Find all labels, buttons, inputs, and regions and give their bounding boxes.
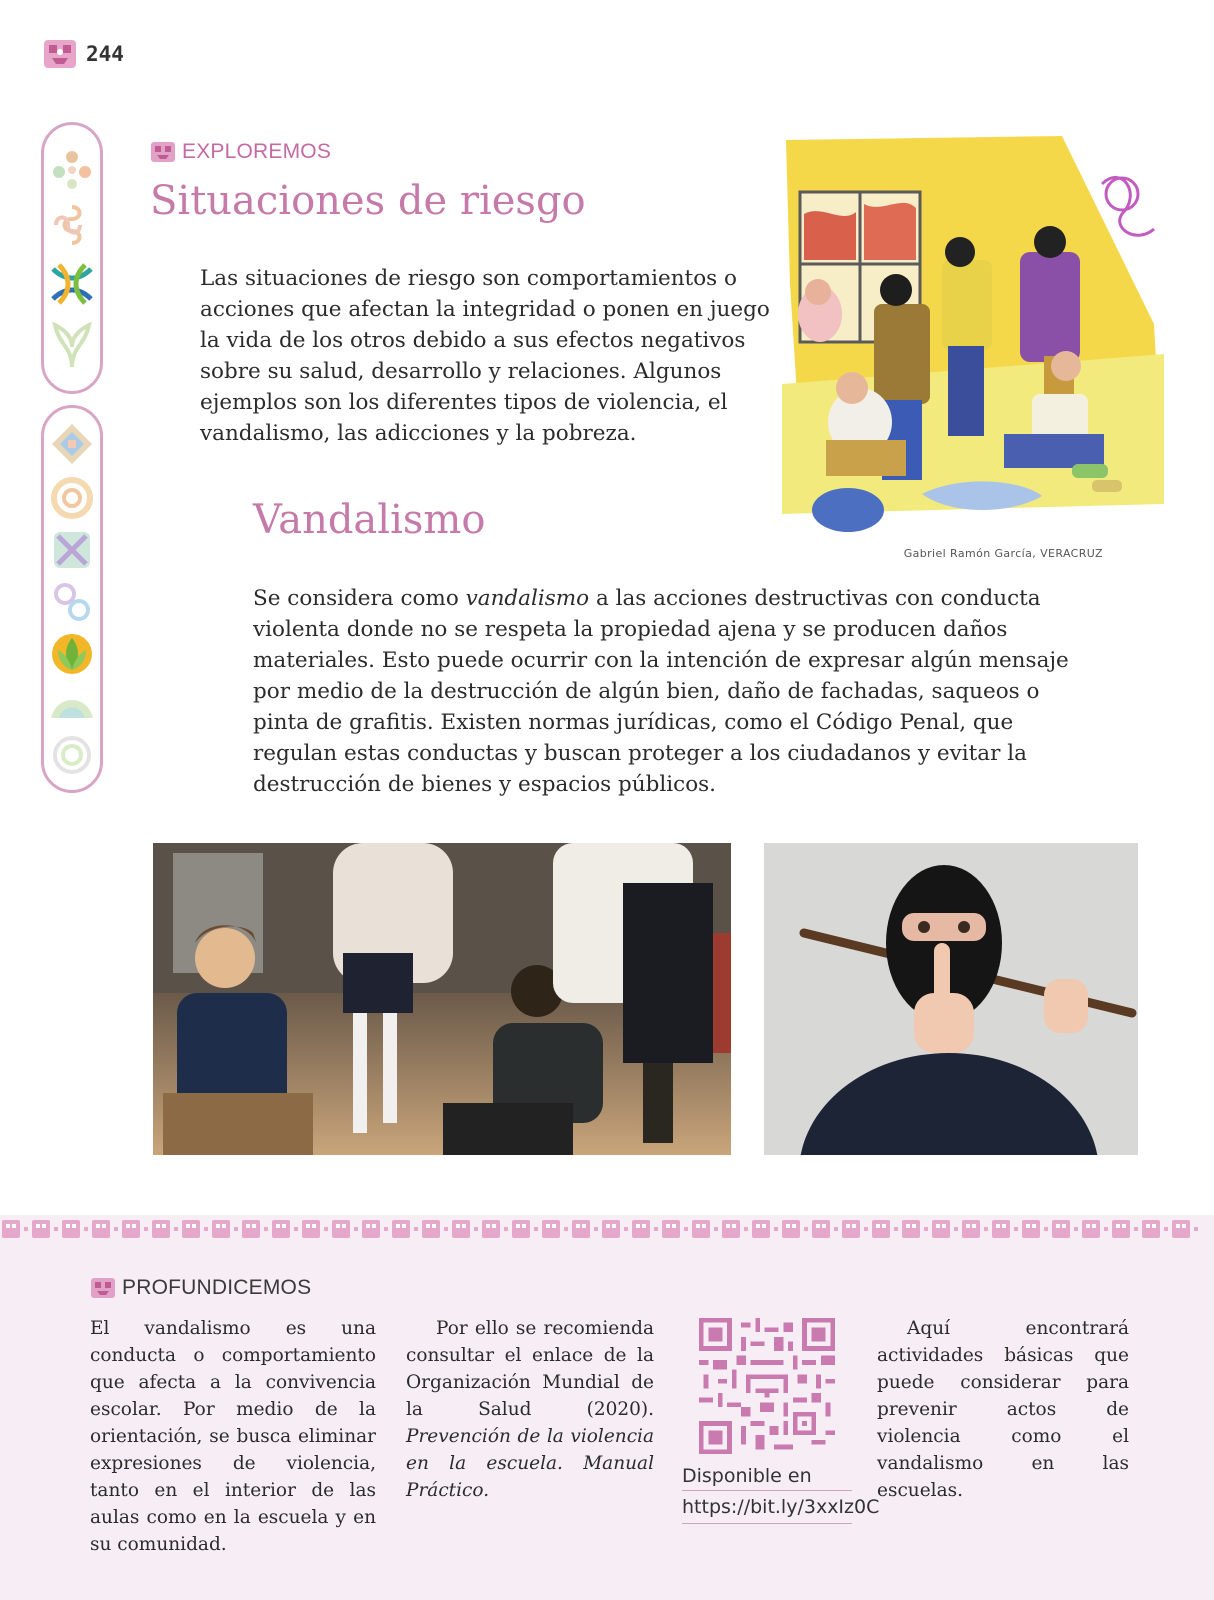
divider <box>682 1523 852 1524</box>
glyph-logo-icon <box>42 38 78 70</box>
section-label-text: PROFUNDICEMOS <box>122 1276 312 1299</box>
spiral-icon <box>50 476 94 520</box>
qr-code[interactable] <box>699 1318 835 1454</box>
sidebar-group-2 <box>41 405 103 793</box>
diamond-icon <box>50 422 94 466</box>
mound-icon <box>49 688 95 722</box>
qr-link[interactable]: https://bit.ly/3xxIz0C <box>682 1496 880 1518</box>
vandalism-paragraph <box>253 583 1083 800</box>
decorative-border <box>0 1216 1214 1242</box>
drawing-caption: Gabriel Ramón García, VERACRUZ <box>903 547 1103 560</box>
section-label-text: EXPLOREMOS <box>182 140 332 163</box>
section-label-explore <box>150 140 331 164</box>
swirl-icon <box>48 201 96 249</box>
section-label-deepen <box>90 1276 311 1300</box>
vandalism-text-start: Se considera como <box>253 586 466 611</box>
square-x-icon <box>50 528 94 572</box>
links-icon <box>50 580 94 624</box>
deepen-column-1: El vandalismo es una conducta o comportamiento que afecta a la convivencia escolar. Por medio de la orientación, se busca eliminar expresiones de violencia, tanto en el interior de las aulas como en la escuela y en su comunidad. <box>90 1318 376 1555</box>
glyph-logo-icon <box>150 141 176 163</box>
vandalism-drawing <box>782 134 1164 542</box>
divider <box>682 1490 852 1491</box>
deepen-column-4: Aquí encontrará actividades básicas que puede considerar para prevenir actos de violencia como el vandalismo en las escuelas. <box>877 1318 1129 1501</box>
deepen-column-2 <box>406 1315 654 1504</box>
column-2-text: Por ello se recomienda consultar el enlace de la Organización Mundial de la Salud (2020). <box>406 1318 654 1420</box>
circle-dots-icon <box>49 147 95 193</box>
page-title: Situaciones de riesgo <box>150 178 586 224</box>
knot-icon <box>47 259 97 309</box>
page-number: 244 <box>86 42 124 66</box>
lotus-icon <box>50 630 94 676</box>
glyph-logo-icon <box>90 1277 116 1299</box>
vandalism-term: vandalismo <box>465 586 590 611</box>
reference-title: Prevención de la violencia en la escuela. Manual Práctico. <box>406 1426 654 1501</box>
section-heading: Vandalismo <box>253 497 486 543</box>
masked-person-photo <box>764 843 1138 1155</box>
qr-available-label: Disponible en <box>682 1465 812 1487</box>
intro-paragraph: Las situaciones de riesgo son comportamientos o acciones que afectan la integridad o ponen en juego la vida de los otros debido a sus efectos negativos sobre su salud, desarrollo y relaciones. Algunos ejemplos son los diferentes tipos de violencia, el vandalismo, las adicciones y la pobreza. <box>200 266 770 446</box>
ring-icon <box>51 734 93 776</box>
sprout-icon <box>49 317 95 369</box>
sidebar-group-1 <box>41 122 103 394</box>
page-header <box>42 38 124 70</box>
vandalism-text-end: a las acciones destructivas con conducta violenta donde no se respeta la propiedad ajena y se producen daños materiales. Esto puede ocurrir con la intención de expresar algún mensaje por medio de la destrucción de algún bien, daño de fachadas, saqueos o pinta de grafitis. Existen normas jurídicas, como el Código Penal, que regulan estas conductas y buscan proteger a los ciudadanos y evitar la destrucción de bienes y espacios públicos. <box>253 586 1069 797</box>
bullying-photo <box>153 843 731 1155</box>
